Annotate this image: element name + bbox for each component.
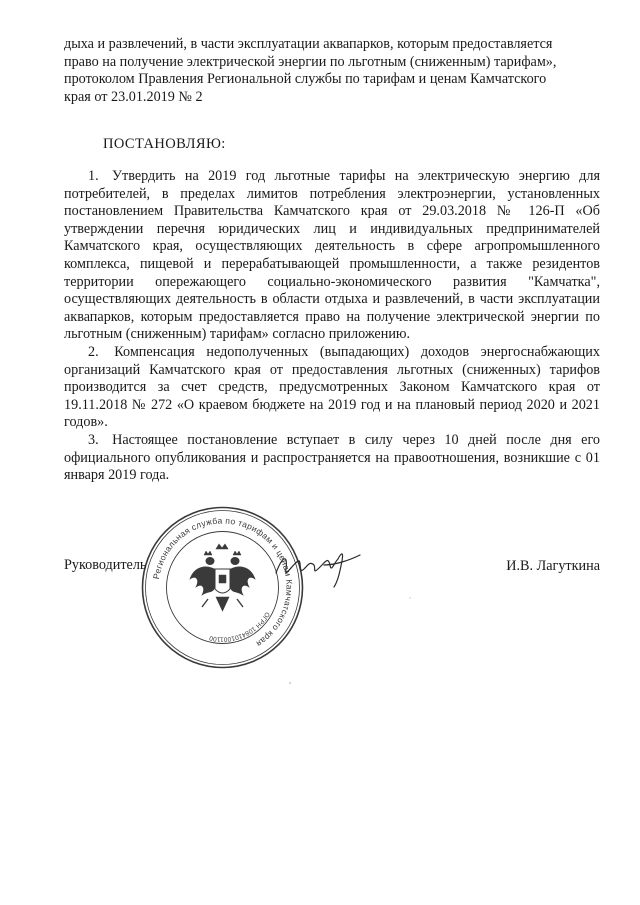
handwritten-signature [268, 535, 368, 595]
intro-line: края от 23.01.2019 № 2 [64, 88, 203, 105]
intro-paragraph [64, 36, 600, 106]
item-number: 2. [88, 343, 99, 360]
decree-heading: ПОСТАНОВЛЯЮ: [103, 136, 226, 152]
item-number: 3. [88, 431, 99, 448]
item-text: Утвердить на 2019 год льготные тарифы на электрическую энергию для потребителей, в пределах лимитов потребления электроэнергии, установленных постановлением Правительства Камчатского края от 29.03.2018 № 126-П «Об утверждении перечня юридических лиц и индивидуальных предпринимателей Камчатского края, осуществляющих деятельность в сфере агропромышленного комплекса, пищевой и перерабатывающей промышленности, а также резидентов территории опережающего социально-экономического развития "Камчатка", осуществляющих деятельность в области отдыха и развлечений, в части эксплуатации аквапарков, которым предоставляется право на получение электрической энергии по льготным (сниженным) тарифам» согласно приложению. [64, 168, 601, 343]
decree-item-3 [64, 432, 600, 485]
item-text: Настоящее постановление вступает в силу через 10 дней после дня его официального опубликования и распространяется на правоотношения, возникшие с 01 января 2019 года. [64, 431, 601, 484]
signatory-position: Руководитель [64, 557, 147, 573]
intro-line: право на получение электрической энергии по льготным (сниженным) тарифам», [64, 53, 557, 70]
decree-item-2 [64, 344, 600, 432]
coat-of-arms-icon [190, 544, 255, 611]
seal-ring-text: Региональная служба по тарифам и ценам Камчатского края [151, 515, 295, 650]
item-number: 1. [88, 168, 99, 184]
intro-line: дыха и развлечений, в части эксплуатации аквапарков, которым предоставляется [64, 36, 553, 52]
item-text: Компенсация недополученных (выпадающих) доходов энергоснабжающих организаций Камчатского края от предоставления льготных (сниженных) тарифов производится за счет средств, предусмотренных Законом Камчатского края от 19.11.2018 № 272 «О краевом бюджете на 2019 год и на плановый период 2020 и 2021 годов». [64, 343, 600, 431]
decree-item-1 [64, 168, 600, 344]
seal-inner-text: ОГРН 1084101001100 [208, 610, 271, 643]
intro-line: протоколом Правления Региональной службы по тарифам и ценам Камчатского [64, 71, 547, 88]
signatory-name: И.В. Лагуткина [506, 558, 600, 574]
decree-items [64, 168, 600, 485]
